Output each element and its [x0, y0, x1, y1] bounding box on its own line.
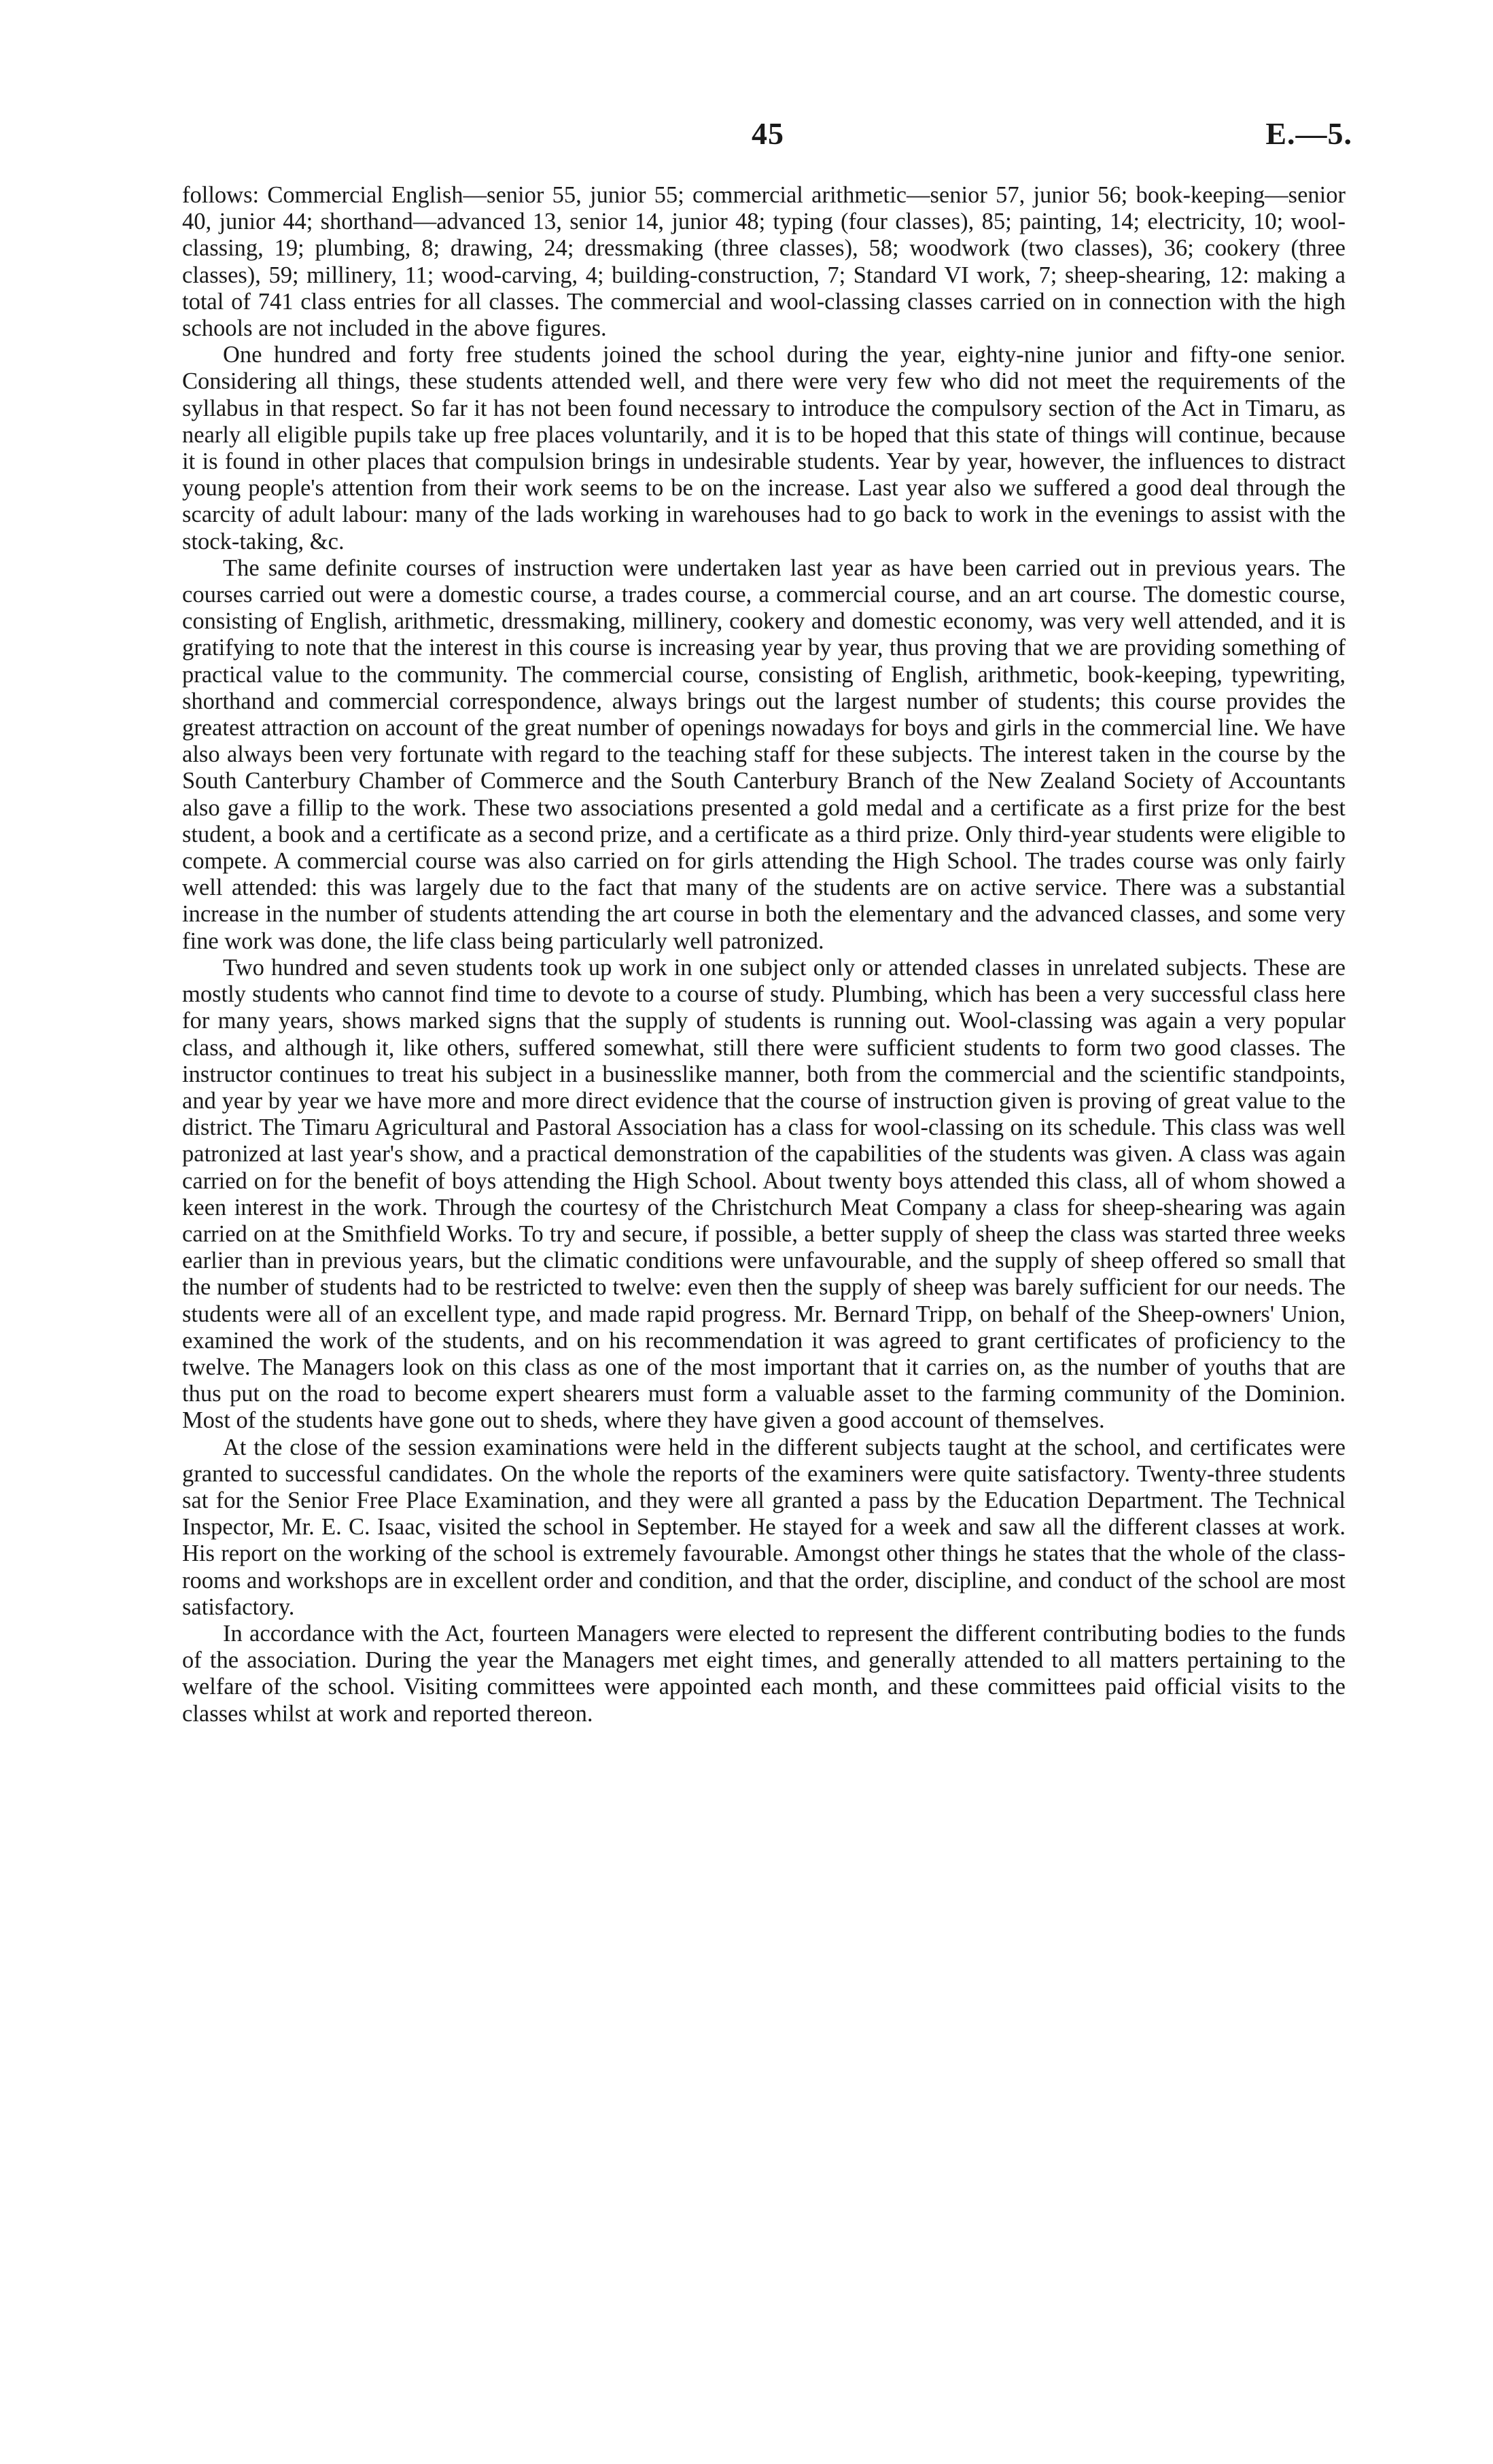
paragraph-free-students: One hundred and forty free students joined the school during the year, eighty-nine junior and fifty-one senior. Considering all things, these students attended well, and there were very few who did not meet the requirements of the syllabus in that respect. So far it has not been found necessary to introduce the compulsory section of the Act in Timaru, as nearly all eligible pupils take up free places voluntarily, and it is to be hoped that this state of things will continue, because it is found in other places that compulsion brings in undesirable students. Year by year, however, the influences to distract young people's attention from their work seems to be on the increase. Last year also we suffered a good deal through the scarcity of adult labour: many of the lads working in warehouses had to go back to work in the evenings to assist with the stock-taking, &c. — [182, 342, 1346, 555]
document-code: E.—5. — [1265, 116, 1352, 151]
paragraph-managers: In accordance with the Act, fourteen Managers were elected to represent the different contributing bodies to the funds of the association. During the year the Managers met eight times, and generally attended to all matters pertaining to the welfare of the school. Visiting committees were appointed each month, and these committees paid official visits to the classes whilst at work and reported thereon. — [182, 1620, 1346, 1727]
page-number: 45 — [752, 116, 784, 151]
paragraph-single-subject-students: Two hundred and seven students took up work in one subject only or attended classes in unrelated subjects. These are mostly students who cannot find time to devote to a course of study. Plumbing, which has been a very successful class here for many years, shows marked signs that the supply of students is running out. Wool-classing was again a very popular class, and although it, like others, suffered somewhat, still there were sufficient students to form two good classes. The instructor continues to treat his subject in a businesslike manner, both from the commercial and the scientific standpoints, and year by year we have more and more direct evidence that the course of instruction given is proving of great value to the district. The Timaru Agricultural and Pastoral Association has a class for wool-classing on its schedule. This class was well patronized at last year's show, and a practical demonstration of the capabilities of the students was given. A class was again carried on for the benefit of boys attending the High School. About twenty boys attended this class, all of whom showed a keen interest in the work. Through the courtesy of the Christchurch Meat Company a class for sheep-shearing was again carried on at the Smithfield Works. To try and secure, if possible, a better supply of sheep the class was started three weeks earlier than in previous years, but the climatic conditions were unfavourable, and the supply of sheep offered so small that the number of students had to be restricted to twelve: even then the supply of sheep was barely sufficient for our needs. The students were all of an excellent type, and made rapid progress. Mr. Bernard Tripp, on behalf of the Sheep-owners' Union, examined the work of the students, and on his recommendation it was agreed to grant certificates of proficiency to the twelve. The Managers look on this class as one of the most important that it carries on, as the number of youths that are thus put on the road to become expert shearers must form a valuable asset to the farming community of the Dominion. Most of the students have gone out to sheds, where they have given a good account of themselves. — [182, 954, 1346, 1434]
page-header — [183, 116, 1352, 156]
body-text — [182, 182, 1346, 1727]
paragraph-class-entries: follows: Commercial English—senior 55, junior 55; commercial arithmetic—senior 57, junior 56; book-keeping—senior 40, junior 44; shorthand—advanced 13, senior 14, junior 48; typing (four classes), 85; painting, 14; electricity, 10; wool-classing, 19; plumbing, 8; drawing, 24; dressmaking (three classes), 58; woodwork (two classes), 36; cookery (three classes), 59; millinery, 11; wood-carving, 4; building-construction, 7; Standard VI work, 7; sheep-shearing, 12: making a total of 741 class entries for all classes. The commercial and wool-classing classes carried on in connection with the high schools are not included in the above figures. — [182, 182, 1346, 342]
paragraph-examinations: At the close of the session examinations were held in the different subjects taught at the school, and certificates were granted to successful candidates. On the whole the reports of the examiners were quite satisfactory. Twenty-three students sat for the Senior Free Place Examination, and they were all granted a pass by the Education Department. The Technical Inspector, Mr. E. C. Isaac, visited the school in September. He stayed for a week and saw all the different classes at work. His report on the working of the school is extremely favourable. Amongst other things he states that the whole of the class-rooms and workshops are in excellent order and condition, and that the order, discipline, and conduct of the school are most satisfactory. — [182, 1434, 1346, 1620]
paragraph-courses: The same definite courses of instruction were undertaken last year as have been carried out in previous years. The courses carried out were a domestic course, a trades course, a commercial course, and an art course. The domestic course, consisting of English, arithmetic, dressmaking, millinery, cookery and domestic economy, was very well attended, and it is gratifying to note that the interest in this course is increasing year by year, thus proving that we are providing something of practical value to the community. The commercial course, consisting of English, arithmetic, book-keeping, typewriting, shorthand and commercial correspondence, always brings out the largest number of students; this course provides the greatest attraction on account of the great number of openings nowadays for boys and girls in the commercial line. We have also always been very fortunate with regard to the teaching staff for these subjects. The interest taken in the course by the South Canterbury Chamber of Commerce and the South Canterbury Branch of the New Zealand Society of Accountants also gave a fillip to the work. These two associations presented a gold medal and a certificate as a first prize for the best student, a book and a certificate as a second prize, and a certificate as a third prize. Only third-year students were eligible to compete. A commercial course was also carried on for girls attending the High School. The trades course was only fairly well attended: this was largely due to the fact that many of the students are on active service. There was a substantial increase in the number of students attending the art course in both the elementary and the advanced classes, and some very fine work was done, the life class being particularly well patronized. — [182, 555, 1346, 954]
